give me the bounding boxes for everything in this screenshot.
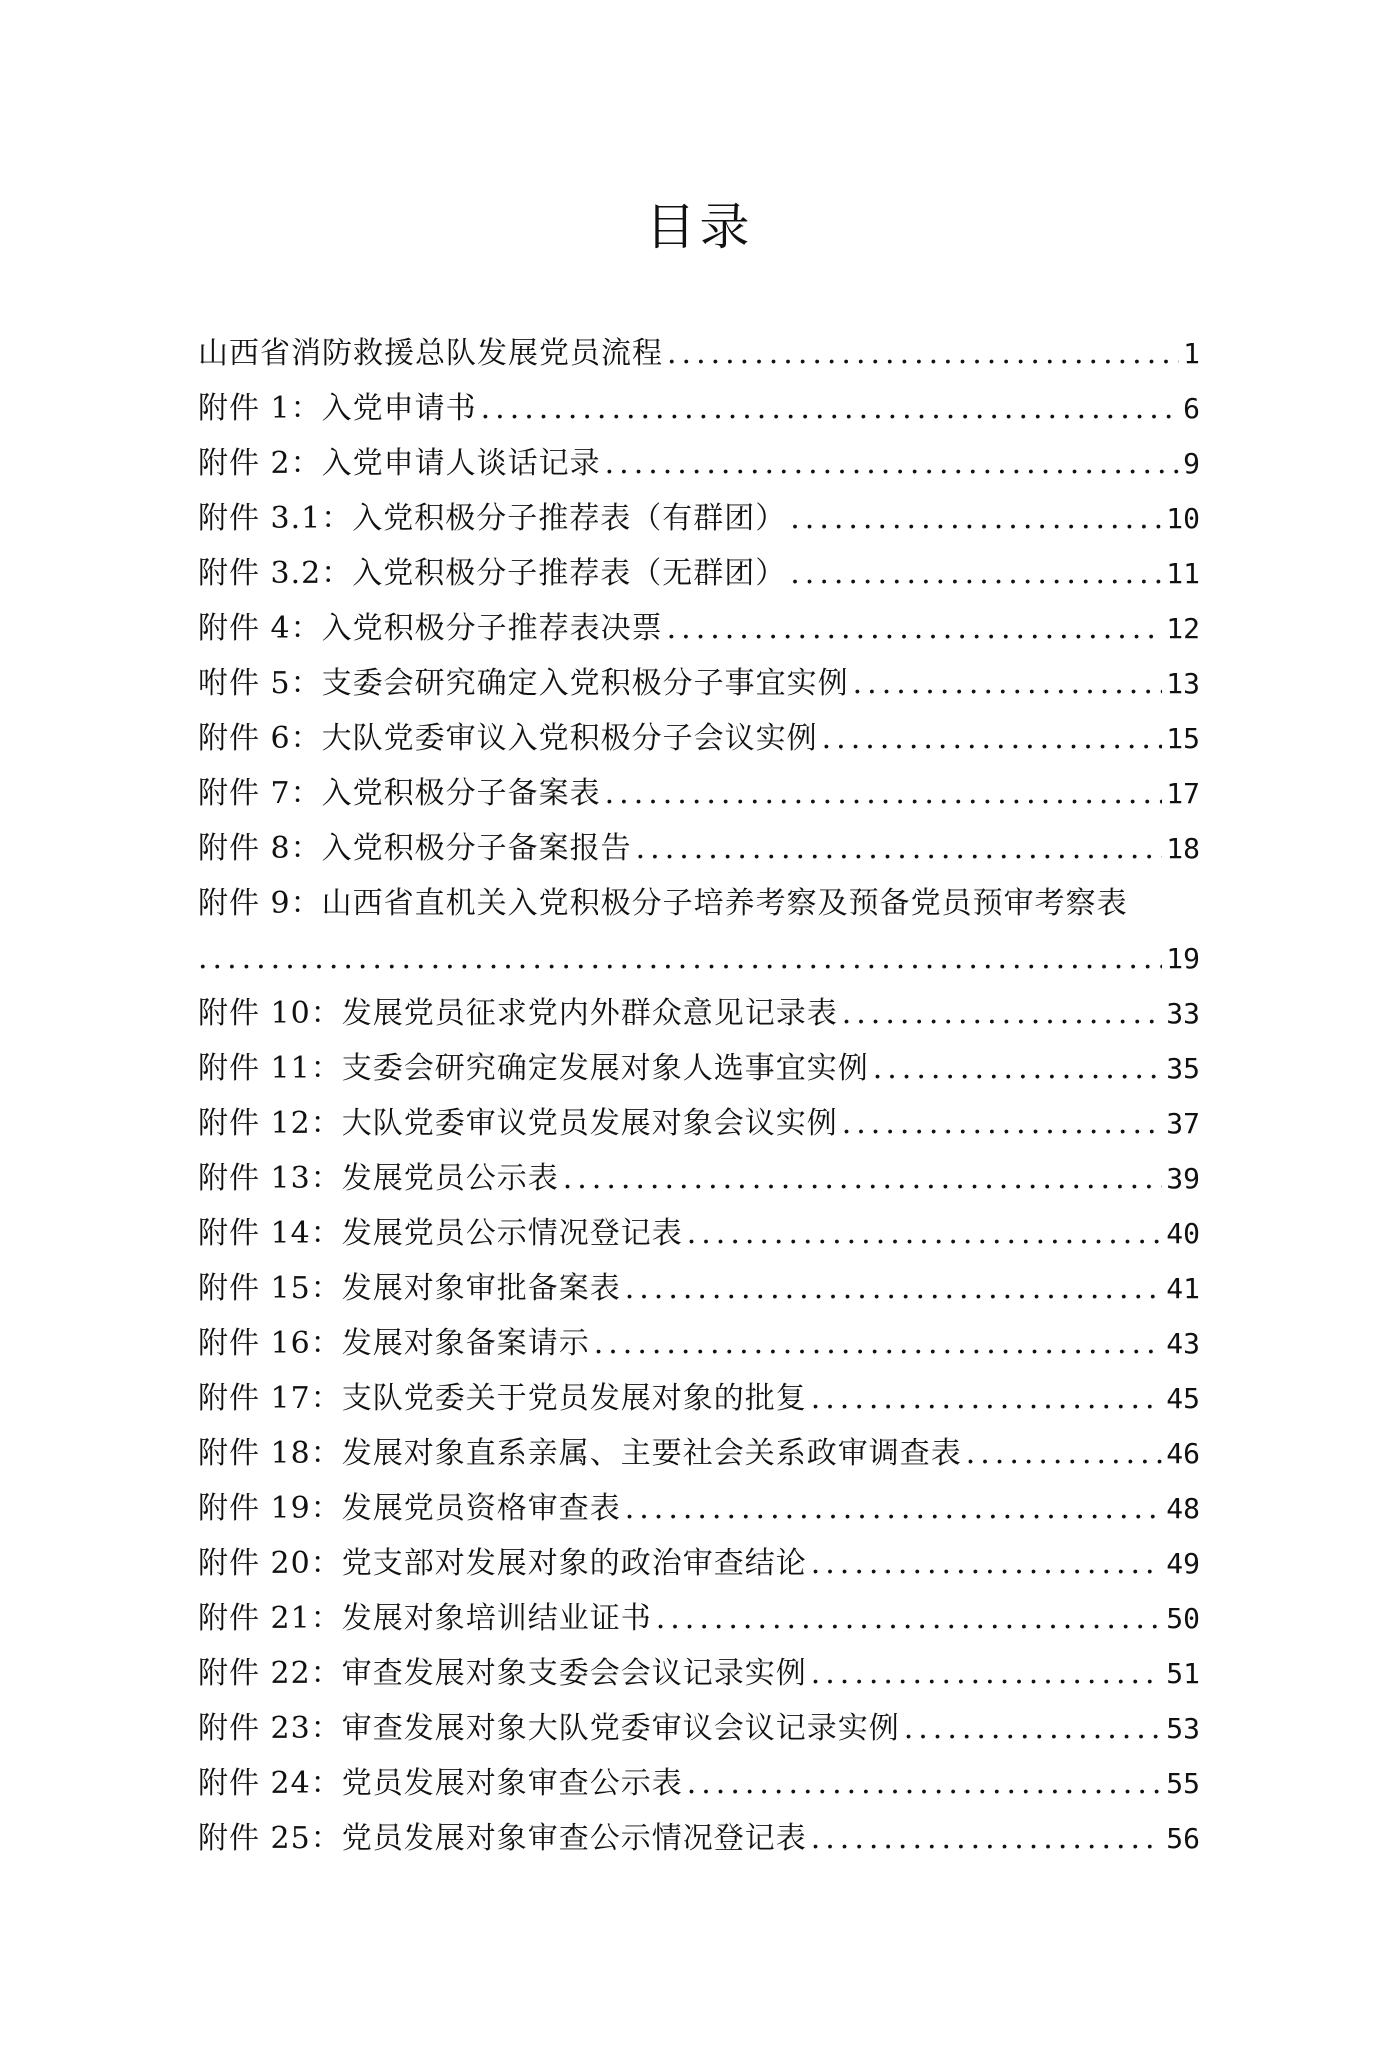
dot-leader bbox=[625, 1481, 1163, 1536]
toc-entry[interactable] bbox=[198, 1206, 1200, 1261]
toc-entry-page: 40 bbox=[1166, 1217, 1200, 1250]
dot-leader bbox=[594, 1316, 1163, 1371]
dot-leader bbox=[481, 381, 1180, 436]
toc-entry[interactable] bbox=[198, 1316, 1200, 1371]
dot-leader bbox=[966, 1426, 1163, 1481]
toc-entry-page: 46 bbox=[1166, 1437, 1200, 1470]
toc-entry-label: 附件 16：发展对象备案请示 bbox=[198, 1326, 590, 1361]
toc-entry[interactable] bbox=[198, 1481, 1200, 1536]
dot-leader bbox=[811, 1646, 1163, 1701]
dot-leader bbox=[873, 1041, 1163, 1096]
dot-leader bbox=[625, 1261, 1163, 1316]
dot-leader bbox=[811, 1811, 1163, 1866]
toc-entry-page: 35 bbox=[1166, 1052, 1200, 1085]
toc-entry[interactable] bbox=[198, 1041, 1200, 1096]
toc-entry[interactable] bbox=[198, 766, 1200, 821]
toc-entry[interactable] bbox=[198, 436, 1200, 491]
toc-entry[interactable] bbox=[198, 821, 1200, 876]
toc-entry-page: 53 bbox=[1166, 1712, 1200, 1745]
toc-entry-page: 19 bbox=[1166, 942, 1200, 975]
dot-leader bbox=[822, 711, 1163, 766]
toc-entry-page: 1 bbox=[1183, 337, 1200, 370]
toc-entry-label: 附件 19：发展党员资格审查表 bbox=[198, 1491, 621, 1526]
dot-leader bbox=[790, 546, 1162, 601]
toc-entry[interactable] bbox=[198, 1701, 1200, 1756]
toc-entry[interactable] bbox=[198, 1756, 1200, 1811]
toc-entry-label: 附件 9：山西省直机关入党积极分子培养考察及预备党员预审考察表 bbox=[198, 886, 1128, 921]
dot-leader bbox=[667, 326, 1179, 381]
toc-entry[interactable] bbox=[198, 876, 1200, 986]
toc-entry[interactable] bbox=[198, 1536, 1200, 1591]
toc-entry-label: 附件 15：发展对象审批备案表 bbox=[198, 1271, 621, 1306]
toc-entry-page: 12 bbox=[1166, 612, 1200, 645]
toc-entry[interactable] bbox=[198, 1591, 1200, 1646]
toc-entry-page: 51 bbox=[1166, 1657, 1200, 1690]
toc-entry-page: 10 bbox=[1166, 502, 1200, 535]
dot-leader bbox=[656, 1591, 1163, 1646]
toc-entry[interactable] bbox=[198, 1151, 1200, 1206]
dot-leader bbox=[842, 986, 1163, 1041]
toc-entry-label: 附件 3.2：入党积极分子推荐表（无群团） bbox=[198, 556, 787, 591]
toc-entry[interactable] bbox=[198, 601, 1200, 656]
toc-entry[interactable] bbox=[198, 381, 1200, 436]
toc-entry-label: 附件 2：入党申请人谈话记录 bbox=[198, 446, 601, 481]
dot-leader bbox=[198, 931, 1162, 986]
toc-entry-label: 附件 8：入党积极分子备案报告 bbox=[198, 831, 632, 866]
dot-leader bbox=[811, 1536, 1163, 1591]
dot-leader bbox=[811, 1371, 1163, 1426]
toc-entry-page: 45 bbox=[1166, 1382, 1200, 1415]
toc-entry-page: 56 bbox=[1166, 1822, 1200, 1855]
toc-entry-page: 41 bbox=[1166, 1272, 1200, 1305]
toc-entry-label: 附件 20：党支部对发展对象的政治审查结论 bbox=[198, 1546, 807, 1581]
toc-entry-page: 9 bbox=[1183, 447, 1200, 480]
toc-entry-page: 33 bbox=[1166, 997, 1200, 1030]
toc-entry-page: 13 bbox=[1166, 667, 1200, 700]
toc-entry-page: 43 bbox=[1166, 1327, 1200, 1360]
toc-entry-page: 6 bbox=[1183, 392, 1200, 425]
toc-entry-label: 附件 12：大队党委审议党员发展对象会议实例 bbox=[198, 1106, 838, 1141]
toc-entry-page: 48 bbox=[1166, 1492, 1200, 1525]
toc-entry-page: 39 bbox=[1166, 1162, 1200, 1195]
table-of-contents bbox=[198, 326, 1200, 1866]
toc-entry[interactable] bbox=[198, 1096, 1200, 1151]
toc-entry-label: 附件 23：审查发展对象大队党委审议会议记录实例 bbox=[198, 1711, 900, 1746]
toc-entry-label: 附件 7：入党积极分子备案表 bbox=[198, 776, 601, 811]
toc-entry-page: 49 bbox=[1166, 1547, 1200, 1580]
toc-entry-label: 附件 6：大队党委审议入党积极分子会议实例 bbox=[198, 721, 818, 756]
toc-entry[interactable] bbox=[198, 656, 1200, 711]
toc-entry[interactable] bbox=[198, 711, 1200, 766]
toc-entry-label: 附件 10：发展党员征求党内外群众意见记录表 bbox=[198, 996, 838, 1031]
dot-leader bbox=[605, 436, 1180, 491]
dot-leader bbox=[853, 656, 1163, 711]
toc-entry[interactable] bbox=[198, 546, 1200, 601]
dot-leader bbox=[636, 821, 1163, 876]
toc-entry-label: 附件 14：发展党员公示情况登记表 bbox=[198, 1216, 683, 1251]
toc-entry[interactable] bbox=[198, 1261, 1200, 1316]
toc-entry[interactable] bbox=[198, 1646, 1200, 1701]
dot-leader bbox=[563, 1151, 1163, 1206]
toc-entry-label: 附件 17：支队党委关于党员发展对象的批复 bbox=[198, 1381, 807, 1416]
toc-entry-label: 附件 1：入党申请书 bbox=[198, 391, 477, 426]
toc-entry[interactable] bbox=[198, 491, 1200, 546]
toc-entry-page: 50 bbox=[1166, 1602, 1200, 1635]
toc-entry-page: 17 bbox=[1166, 777, 1200, 810]
toc-entry-page: 18 bbox=[1166, 832, 1200, 865]
toc-entry-label: 附件 24：党员发展对象审查公示表 bbox=[198, 1766, 683, 1801]
toc-entry[interactable] bbox=[198, 1811, 1200, 1866]
toc-entry[interactable] bbox=[198, 986, 1200, 1041]
toc-entry-label: 咐件 5：支委会研究确定入党积极分子事宜实例 bbox=[198, 666, 849, 701]
toc-entry-label: 附件 11：支委会研究确定发展对象人选事宜实例 bbox=[198, 1051, 869, 1086]
toc-entry-label: 附件 3.1：入党积极分子推荐表（有群团） bbox=[198, 501, 787, 536]
toc-entry-page: 37 bbox=[1166, 1107, 1200, 1140]
dot-leader bbox=[842, 1096, 1163, 1151]
toc-entry-label: 山西省消防救援总队发展党员流程 bbox=[198, 336, 663, 371]
toc-entry-label: 附件 25：党员发展对象审查公示情况登记表 bbox=[198, 1821, 807, 1856]
toc-entry[interactable] bbox=[198, 1371, 1200, 1426]
dot-leader bbox=[605, 766, 1163, 821]
dot-leader bbox=[667, 601, 1163, 656]
toc-entry-label: 附件 4：入党积极分子推荐表决票 bbox=[198, 611, 663, 646]
toc-entry-page: 55 bbox=[1166, 1767, 1200, 1800]
dot-leader bbox=[687, 1756, 1163, 1811]
toc-entry-label: 附件 21：发展对象培训结业证书 bbox=[198, 1601, 652, 1636]
toc-entry[interactable] bbox=[198, 1426, 1200, 1481]
page-title: 目录 bbox=[645, 198, 754, 256]
toc-entry-page: 11 bbox=[1166, 557, 1200, 590]
toc-entry-page: 15 bbox=[1166, 722, 1200, 755]
toc-entry-label: 附件 18：发展对象直系亲属、主要社会关系政审调查表 bbox=[198, 1436, 962, 1471]
dot-leader bbox=[904, 1701, 1163, 1756]
dot-leader bbox=[790, 491, 1162, 546]
toc-entry-label: 附件 13：发展党员公示表 bbox=[198, 1161, 559, 1196]
toc-entry[interactable] bbox=[198, 326, 1200, 381]
toc-entry-label: 附件 22：审查发展对象支委会会议记录实例 bbox=[198, 1656, 807, 1691]
dot-leader bbox=[687, 1206, 1163, 1261]
